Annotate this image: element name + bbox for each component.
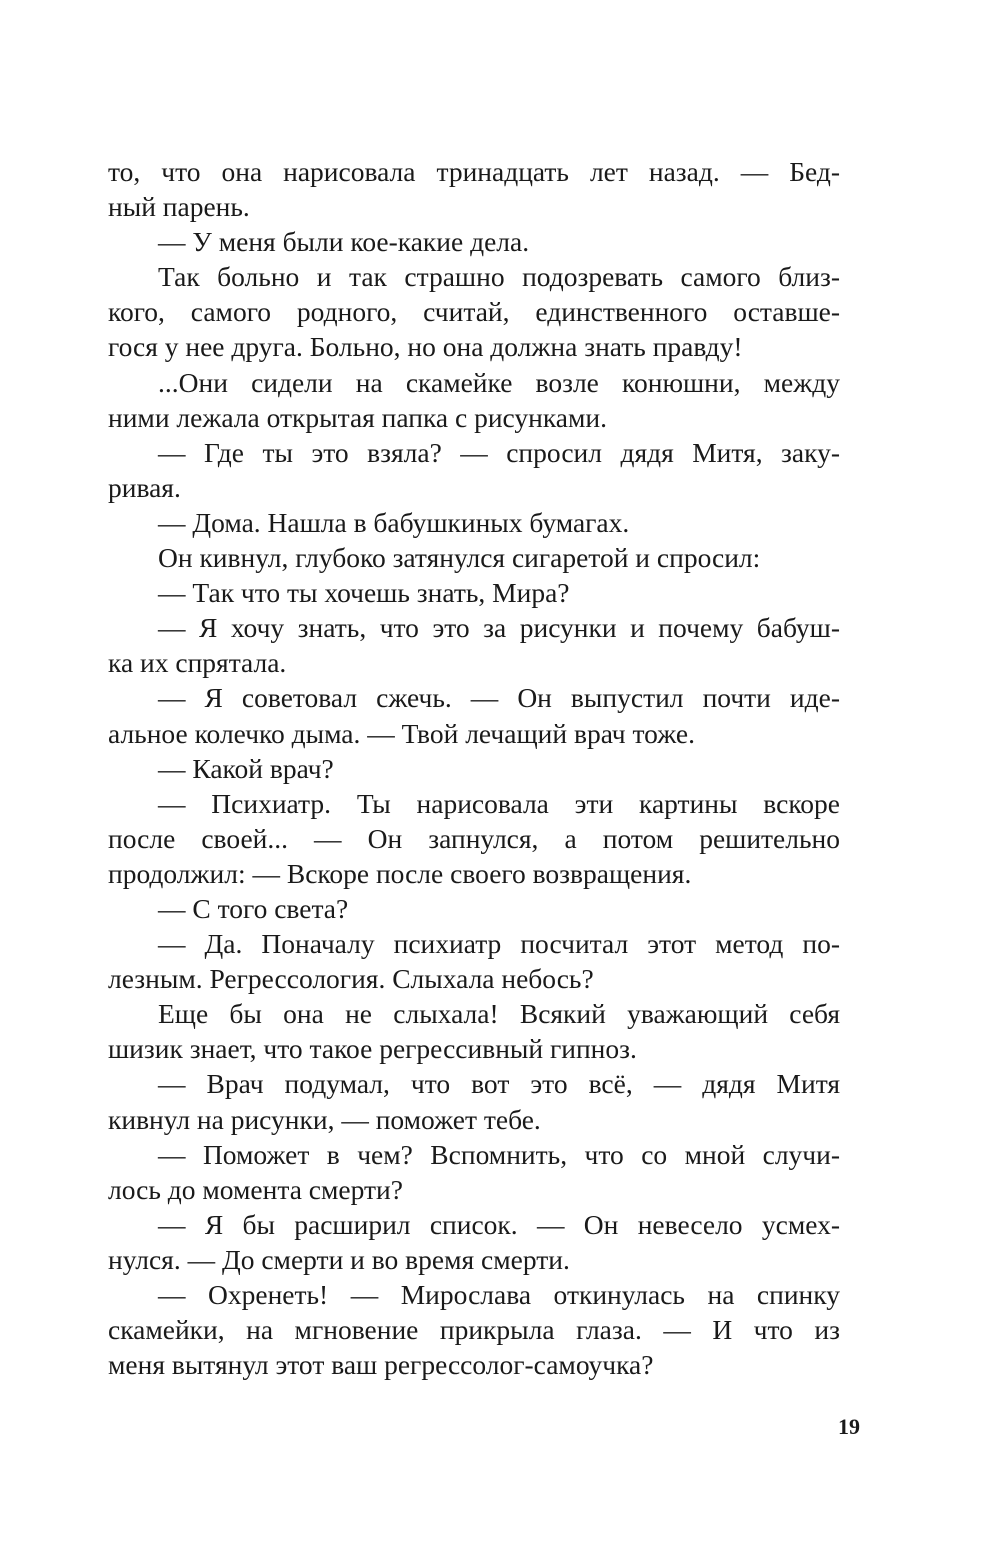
text-line: Еще бы она не слыхала! Всякий уважающий себя <box>158 998 840 1030</box>
text-line: альное колечко дыма. — Твой лечащий врач тоже. <box>108 717 695 749</box>
text-line: — Дома. Нашла в бабушкиных бумагах. <box>158 506 630 538</box>
text-line: кивнул на рисунки, — поможет тебе. <box>108 1103 541 1135</box>
body-text <box>108 154 840 1382</box>
text-line: — Я советовал сжечь. — Он выпустил почти иде- <box>158 682 840 714</box>
text-line: — Я хочу знать, что это за рисунки и почему бабуш- <box>158 612 840 644</box>
text-line: — Да. Поначалу психиатр посчитал этот метод по- <box>158 928 840 960</box>
text-line: — У меня были кое-какие дела. <box>158 226 530 258</box>
text-line: ный парень. <box>108 191 250 223</box>
text-line: то, что она нарисовала тринадцать лет назад. — Бед- <box>108 156 840 187</box>
text-line: гося у нее друга. Больно, но она должна знать правду! <box>108 331 743 363</box>
text-line: Он кивнул, глубоко затянулся сигаретой и спросил: <box>158 542 761 574</box>
page-number: 19 <box>838 1414 860 1439</box>
text-line: — С того света? <box>158 892 349 924</box>
text-line: ривая. <box>108 471 181 503</box>
text-line: ними лежала открытая папка с рисунками. <box>108 401 607 433</box>
text-line: — Так что ты хочешь знать, Мира? <box>158 577 570 609</box>
text-line: ...Они сидели на скамейке возле конюшни, между <box>158 366 840 398</box>
text-line: — Психиатр. Ты нарисовала эти картины вскоре <box>158 787 840 819</box>
text-line: кого, самого родного, считай, единственного оставше- <box>108 296 840 328</box>
text-line: — Охренеть! — Мирослава откинулась на спинку <box>158 1279 840 1310</box>
text-line: шизик знает, что такое регрессивный гипноз. <box>108 1033 637 1065</box>
text-line: ка их спрятала. <box>108 647 287 679</box>
text-line: — Какой врач? <box>158 752 334 784</box>
text-line: Так больно и так страшно подозревать самого близ- <box>158 261 840 293</box>
text-line: после своей... — Он запнулся, а потом решительно <box>108 822 840 854</box>
text-line: — Я бы расширил список. — Он невесело усмех- <box>158 1208 840 1240</box>
text-line: — Где ты это взяла? — спросил дядя Митя, заку- <box>158 436 840 468</box>
text-line: нулся. — До смерти и во время смерти. <box>108 1243 570 1275</box>
text-line: меня вытянул этот ваш регрессолог-самоучка? <box>108 1349 654 1381</box>
text-line: скамейки, на мгновение прикрыла глаза. — И что из <box>108 1314 840 1346</box>
text-line: — Врач подумал, что вот это всё, — дядя Митя <box>158 1068 840 1100</box>
text-line: лось до момента смерти? <box>108 1173 403 1205</box>
text-line: лезным. Регрессология. Слыхала небось? <box>108 963 594 995</box>
text-line: продолжил: — Вскоре после своего возвращения. <box>108 857 692 889</box>
text-line: — Поможет в чем? Вспомнить, что со мной случи- <box>158 1138 840 1170</box>
